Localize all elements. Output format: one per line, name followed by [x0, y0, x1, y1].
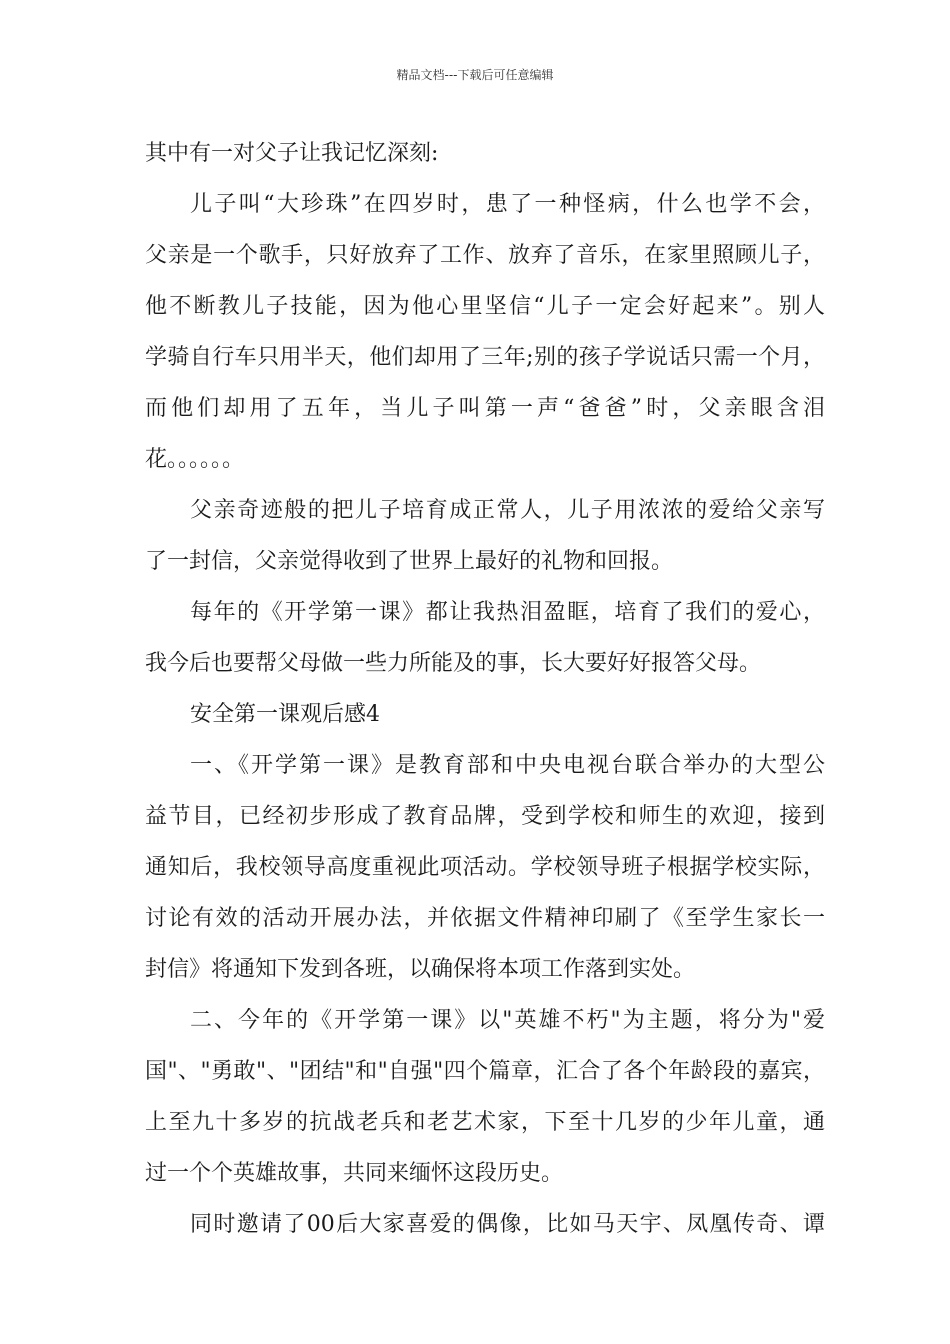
- paragraph-line: 父亲奇迹般的把儿子培育成正常人，儿子用浓浓的爱给父亲写: [190, 498, 825, 523]
- paragraph-line: 我今后也要帮父母做一些力所能及的事，长大要好好报答父母。: [145, 651, 762, 676]
- paragraph-line: 益节目，已经初步形成了教育品牌，受到学校和师生的欢迎，接到: [145, 804, 825, 829]
- paragraph-line: 一、《开学第一课》是教育部和中央电视台联合举办的大型公: [190, 753, 825, 778]
- paragraph-line: 花。。。。。。: [145, 447, 245, 472]
- paragraph-line: 每年的《开学第一课》都让我热泪盈眶，培育了我们的爱心，: [190, 600, 825, 625]
- page-header: 精品文档---下载后可任意编辑: [396, 68, 554, 82]
- section-title: 安全第一课观后感4: [190, 702, 380, 727]
- paragraph-line: 父亲是一个歌手，只好放弃了工作、放弃了音乐，在家里照顾儿子，: [145, 243, 825, 268]
- paragraph-line: 上至九十多岁的抗战老兵和老艺术家，下至十几岁的少年儿童，通: [145, 1110, 825, 1135]
- paragraph-line: 同时邀请了00后大家喜爱的偶像，比如马天宇、凤凰传奇、谭: [190, 1212, 825, 1237]
- paragraph-line: 讨论有效的活动开展办法，并依据文件精神印刷了《至学生家长一: [145, 906, 825, 931]
- paragraph-line: 其中有一对父子让我记忆深刻:: [145, 141, 439, 166]
- paragraph-line: 通知后，我校领导高度重视此项活动。学校领导班子根据学校实际，: [145, 855, 825, 880]
- paragraph-line: 封信》将通知下发到各班，以确保将本项工作落到实处。: [145, 957, 696, 982]
- paragraph-line: 他不断教儿子技能，因为他心里坚信“儿子一定会好起来”。别人: [145, 294, 825, 319]
- paragraph-line: 国"、"勇敢"、"团结"和"自强"四个篇章，汇合了各个年龄段的嘉宾，: [145, 1059, 825, 1084]
- paragraph-line: 学骑自行车只用半天，他们却用了三年;别的孩子学说话只需一个月，: [145, 345, 825, 370]
- paragraph-line: 儿子叫“大珍珠”在四岁时，患了一种怪病，什么也学不会，: [190, 192, 825, 217]
- paragraph-line: 了一封信，父亲觉得收到了世界上最好的礼物和回报。: [145, 549, 674, 574]
- paragraph-line: 二、今年的《开学第一课》以"英雄不朽"为主题，将分为"爱: [190, 1008, 825, 1033]
- paragraph-line: 而他们却用了五年，当儿子叫第一声“爸爸”时，父亲眼含泪: [145, 396, 825, 421]
- paragraph-line: 过一个个英雄故事，共同来缅怀这段历史。: [145, 1161, 564, 1186]
- document-body: [145, 128, 825, 1250]
